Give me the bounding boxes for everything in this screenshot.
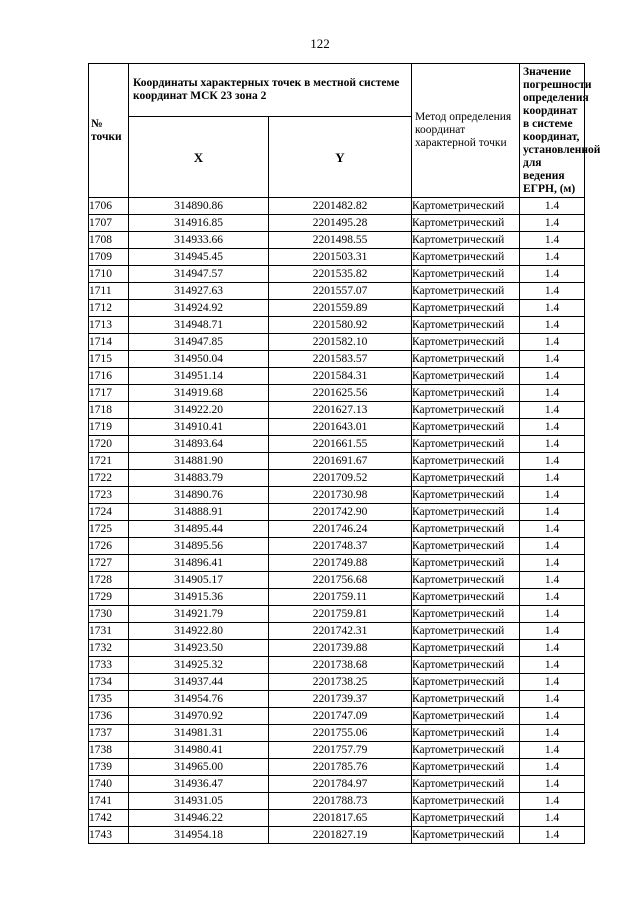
cell-point-number: 1724	[89, 504, 129, 521]
cell-accuracy: 1.4	[520, 198, 585, 215]
cell-point-number: 1710	[89, 266, 129, 283]
cell-method: Картометрический	[412, 827, 520, 844]
cell-y: 2201625.56	[269, 385, 412, 402]
cell-method: Картометрический	[412, 368, 520, 385]
cell-x: 314883.79	[129, 470, 269, 487]
cell-accuracy: 1.4	[520, 436, 585, 453]
cell-method: Картометрический	[412, 759, 520, 776]
cell-x: 314948.71	[129, 317, 269, 334]
cell-method: Картометрический	[412, 232, 520, 249]
cell-point-number: 1739	[89, 759, 129, 776]
table-row	[89, 776, 585, 793]
cell-accuracy: 1.4	[520, 827, 585, 844]
cell-x: 314933.66	[129, 232, 269, 249]
table-row	[89, 725, 585, 742]
cell-x: 314881.90	[129, 453, 269, 470]
cell-x: 314947.85	[129, 334, 269, 351]
cell-point-number: 1727	[89, 555, 129, 572]
header-x: X	[129, 117, 269, 198]
cell-point-number: 1741	[89, 793, 129, 810]
cell-accuracy: 1.4	[520, 555, 585, 572]
table-row	[89, 759, 585, 776]
cell-method: Картометрический	[412, 266, 520, 283]
cell-y: 2201482.82	[269, 198, 412, 215]
cell-accuracy: 1.4	[520, 249, 585, 266]
table-row	[89, 266, 585, 283]
cell-x: 314915.36	[129, 589, 269, 606]
cell-point-number: 1732	[89, 640, 129, 657]
cell-method: Картометрический	[412, 453, 520, 470]
cell-y: 2201583.57	[269, 351, 412, 368]
cell-accuracy: 1.4	[520, 266, 585, 283]
cell-method: Картометрический	[412, 198, 520, 215]
cell-point-number: 1713	[89, 317, 129, 334]
cell-point-number: 1718	[89, 402, 129, 419]
cell-accuracy: 1.4	[520, 453, 585, 470]
cell-method: Картометрический	[412, 742, 520, 759]
table-row	[89, 198, 585, 215]
cell-y: 2201738.25	[269, 674, 412, 691]
cell-x: 314922.80	[129, 623, 269, 640]
cell-x: 314970.92	[129, 708, 269, 725]
table-row	[89, 793, 585, 810]
cell-x: 314916.85	[129, 215, 269, 232]
cell-y: 2201559.89	[269, 300, 412, 317]
cell-point-number: 1730	[89, 606, 129, 623]
cell-y: 2201503.31	[269, 249, 412, 266]
cell-y: 2201498.55	[269, 232, 412, 249]
cell-x: 314981.31	[129, 725, 269, 742]
cell-x: 314890.86	[129, 198, 269, 215]
cell-y: 2201709.52	[269, 470, 412, 487]
cell-accuracy: 1.4	[520, 657, 585, 674]
cell-accuracy: 1.4	[520, 334, 585, 351]
cell-method: Картометрический	[412, 657, 520, 674]
table-row	[89, 810, 585, 827]
cell-accuracy: 1.4	[520, 538, 585, 555]
cell-accuracy: 1.4	[520, 521, 585, 538]
table-row	[89, 470, 585, 487]
cell-point-number: 1711	[89, 283, 129, 300]
cell-method: Картометрический	[412, 538, 520, 555]
cell-point-number: 1737	[89, 725, 129, 742]
cell-point-number: 1716	[89, 368, 129, 385]
cell-accuracy: 1.4	[520, 487, 585, 504]
table-row	[89, 351, 585, 368]
cell-point-number: 1735	[89, 691, 129, 708]
cell-y: 2201580.92	[269, 317, 412, 334]
cell-accuracy: 1.4	[520, 283, 585, 300]
cell-x: 314893.64	[129, 436, 269, 453]
cell-x: 314980.41	[129, 742, 269, 759]
table-row	[89, 572, 585, 589]
cell-accuracy: 1.4	[520, 691, 585, 708]
cell-point-number: 1706	[89, 198, 129, 215]
cell-method: Картометрический	[412, 487, 520, 504]
cell-y: 2201742.90	[269, 504, 412, 521]
cell-method: Картометрический	[412, 300, 520, 317]
table-row	[89, 657, 585, 674]
cell-y: 2201584.31	[269, 368, 412, 385]
cell-x: 314931.05	[129, 793, 269, 810]
cell-y: 2201738.68	[269, 657, 412, 674]
cell-method: Картометрический	[412, 725, 520, 742]
cell-method: Картометрический	[412, 572, 520, 589]
cell-point-number: 1740	[89, 776, 129, 793]
table-row	[89, 402, 585, 419]
table-row	[89, 436, 585, 453]
table-body	[89, 198, 585, 844]
cell-method: Картометрический	[412, 589, 520, 606]
table-row	[89, 232, 585, 249]
cell-point-number: 1736	[89, 708, 129, 725]
table-row	[89, 538, 585, 555]
cell-point-number: 1714	[89, 334, 129, 351]
cell-y: 2201827.19	[269, 827, 412, 844]
cell-x: 314937.44	[129, 674, 269, 691]
cell-x: 314936.47	[129, 776, 269, 793]
table-row	[89, 419, 585, 436]
cell-method: Картометрический	[412, 555, 520, 572]
cell-x: 314951.14	[129, 368, 269, 385]
cell-accuracy: 1.4	[520, 419, 585, 436]
table-row	[89, 640, 585, 657]
cell-method: Картометрический	[412, 215, 520, 232]
header-method: Метод определения координат характерной точки	[412, 64, 520, 198]
cell-method: Картометрический	[412, 334, 520, 351]
cell-method: Картометрический	[412, 504, 520, 521]
cell-method: Картометрический	[412, 708, 520, 725]
table-row	[89, 555, 585, 572]
cell-point-number: 1728	[89, 572, 129, 589]
cell-y: 2201757.79	[269, 742, 412, 759]
cell-x: 314895.44	[129, 521, 269, 538]
cell-y: 2201742.31	[269, 623, 412, 640]
table-row	[89, 674, 585, 691]
cell-y: 2201730.98	[269, 487, 412, 504]
cell-x: 314950.04	[129, 351, 269, 368]
cell-accuracy: 1.4	[520, 470, 585, 487]
cell-accuracy: 1.4	[520, 742, 585, 759]
page-number: 122	[310, 36, 330, 51]
cell-accuracy: 1.4	[520, 606, 585, 623]
cell-point-number: 1720	[89, 436, 129, 453]
cell-x: 314922.20	[129, 402, 269, 419]
table-row	[89, 317, 585, 334]
cell-point-number: 1733	[89, 657, 129, 674]
cell-point-number: 1734	[89, 674, 129, 691]
cell-x: 314927.63	[129, 283, 269, 300]
cell-y: 2201661.55	[269, 436, 412, 453]
table-row	[89, 606, 585, 623]
cell-y: 2201746.24	[269, 521, 412, 538]
cell-x: 314945.45	[129, 249, 269, 266]
cell-point-number: 1723	[89, 487, 129, 504]
table-row	[89, 521, 585, 538]
cell-y: 2201748.37	[269, 538, 412, 555]
table-row	[89, 827, 585, 844]
cell-method: Картометрический	[412, 606, 520, 623]
cell-accuracy: 1.4	[520, 385, 585, 402]
cell-method: Картометрический	[412, 623, 520, 640]
cell-y: 2201759.81	[269, 606, 412, 623]
cell-method: Картометрический	[412, 810, 520, 827]
table-row	[89, 368, 585, 385]
cell-x: 314965.00	[129, 759, 269, 776]
table-row	[89, 623, 585, 640]
cell-y: 2201739.88	[269, 640, 412, 657]
cell-method: Картометрический	[412, 249, 520, 266]
cell-method: Картометрический	[412, 674, 520, 691]
header-coordinates-group: Координаты характерных точек в местной системе координат МСК 23 зона 2	[129, 64, 412, 117]
table-row	[89, 283, 585, 300]
cell-point-number: 1709	[89, 249, 129, 266]
cell-point-number: 1742	[89, 810, 129, 827]
cell-point-number: 1726	[89, 538, 129, 555]
cell-accuracy: 1.4	[520, 368, 585, 385]
cell-x: 314896.41	[129, 555, 269, 572]
cell-y: 2201755.06	[269, 725, 412, 742]
table-header	[89, 64, 601, 198]
table-row	[89, 487, 585, 504]
cell-method: Картометрический	[412, 385, 520, 402]
cell-method: Картометрический	[412, 402, 520, 419]
cell-accuracy: 1.4	[520, 810, 585, 827]
cell-y: 2201784.97	[269, 776, 412, 793]
cell-y: 2201535.82	[269, 266, 412, 283]
cell-y: 2201749.88	[269, 555, 412, 572]
cell-y: 2201557.07	[269, 283, 412, 300]
cell-accuracy: 1.4	[520, 725, 585, 742]
table-row	[89, 215, 585, 232]
cell-point-number: 1717	[89, 385, 129, 402]
cell-x: 314888.91	[129, 504, 269, 521]
cell-accuracy: 1.4	[520, 776, 585, 793]
table-row	[89, 453, 585, 470]
cell-point-number: 1743	[89, 827, 129, 844]
cell-x: 314923.50	[129, 640, 269, 657]
cell-accuracy: 1.4	[520, 759, 585, 776]
cell-y: 2201756.68	[269, 572, 412, 589]
cell-method: Картометрический	[412, 640, 520, 657]
table-row	[89, 334, 585, 351]
cell-y: 2201691.67	[269, 453, 412, 470]
cell-accuracy: 1.4	[520, 589, 585, 606]
cell-y: 2201788.73	[269, 793, 412, 810]
table-row	[89, 385, 585, 402]
cell-y: 2201747.09	[269, 708, 412, 725]
cell-x: 314919.68	[129, 385, 269, 402]
cell-accuracy: 1.4	[520, 402, 585, 419]
cell-method: Картометрический	[412, 793, 520, 810]
cell-y: 2201582.10	[269, 334, 412, 351]
cell-y: 2201495.28	[269, 215, 412, 232]
cell-point-number: 1708	[89, 232, 129, 249]
coordinates-table	[88, 63, 601, 844]
table-row	[89, 504, 585, 521]
cell-y: 2201759.11	[269, 589, 412, 606]
cell-method: Картометрический	[412, 419, 520, 436]
cell-x: 314895.56	[129, 538, 269, 555]
cell-accuracy: 1.4	[520, 793, 585, 810]
cell-y: 2201785.76	[269, 759, 412, 776]
cell-point-number: 1738	[89, 742, 129, 759]
cell-accuracy: 1.4	[520, 351, 585, 368]
cell-accuracy: 1.4	[520, 674, 585, 691]
cell-method: Картометрический	[412, 521, 520, 538]
cell-x: 314954.76	[129, 691, 269, 708]
cell-point-number: 1712	[89, 300, 129, 317]
cell-accuracy: 1.4	[520, 300, 585, 317]
cell-point-number: 1719	[89, 419, 129, 436]
cell-method: Картометрический	[412, 436, 520, 453]
cell-point-number: 1722	[89, 470, 129, 487]
cell-point-number: 1731	[89, 623, 129, 640]
cell-method: Картометрический	[412, 691, 520, 708]
table-row	[89, 249, 585, 266]
cell-method: Картометрический	[412, 317, 520, 334]
table-row	[89, 589, 585, 606]
cell-y: 2201739.37	[269, 691, 412, 708]
cell-y: 2201643.01	[269, 419, 412, 436]
cell-x: 314890.76	[129, 487, 269, 504]
table-row	[89, 300, 585, 317]
cell-point-number: 1707	[89, 215, 129, 232]
cell-point-number: 1725	[89, 521, 129, 538]
cell-accuracy: 1.4	[520, 708, 585, 725]
cell-x: 314946.22	[129, 810, 269, 827]
cell-method: Картометрический	[412, 283, 520, 300]
header-y: Y	[269, 117, 412, 198]
cell-x: 314947.57	[129, 266, 269, 283]
cell-method: Картометрический	[412, 470, 520, 487]
table-row	[89, 691, 585, 708]
table-row	[89, 708, 585, 725]
cell-accuracy: 1.4	[520, 317, 585, 334]
cell-x: 314905.17	[129, 572, 269, 589]
cell-accuracy: 1.4	[520, 640, 585, 657]
header-accuracy: Значение погрешности определения координат в системе координат, установленной для ведения ЕГРН, (м)	[520, 64, 585, 198]
cell-accuracy: 1.4	[520, 232, 585, 249]
cell-method: Картометрический	[412, 351, 520, 368]
cell-x: 314921.79	[129, 606, 269, 623]
cell-y: 2201627.13	[269, 402, 412, 419]
cell-accuracy: 1.4	[520, 572, 585, 589]
cell-x: 314925.32	[129, 657, 269, 674]
cell-y: 2201817.65	[269, 810, 412, 827]
cell-x: 314924.92	[129, 300, 269, 317]
cell-point-number: 1715	[89, 351, 129, 368]
cell-accuracy: 1.4	[520, 215, 585, 232]
cell-accuracy: 1.4	[520, 623, 585, 640]
cell-point-number: 1729	[89, 589, 129, 606]
header-point-number: № точки	[89, 64, 129, 198]
cell-accuracy: 1.4	[520, 504, 585, 521]
cell-point-number: 1721	[89, 453, 129, 470]
cell-x: 314954.18	[129, 827, 269, 844]
table-row	[89, 742, 585, 759]
cell-x: 314910.41	[129, 419, 269, 436]
cell-method: Картометрический	[412, 776, 520, 793]
